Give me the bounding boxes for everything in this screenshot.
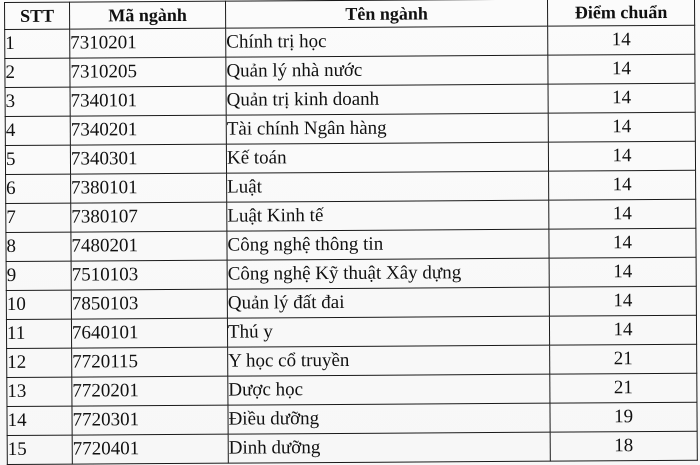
cell-stt: 5 [5, 145, 70, 174]
cell-major-code: 7510103 [71, 260, 227, 290]
cell-stt: 13 [7, 377, 72, 406]
cell-stt: 3 [5, 87, 70, 116]
cell-major-name: Y học cổ truyền [228, 345, 550, 376]
cell-cutoff-score: 14 [548, 112, 695, 142]
table-row [7, 402, 697, 435]
table-row [6, 257, 696, 290]
cell-cutoff-score: 14 [549, 199, 696, 229]
cell-major-code: 7380107 [71, 202, 227, 232]
header-major-code: Mã ngành [70, 1, 226, 29]
table-row [6, 228, 696, 261]
cell-stt: 8 [6, 232, 71, 261]
cell-major-code: 7310205 [70, 57, 226, 87]
table-row [7, 431, 697, 464]
cell-cutoff-score: 18 [550, 431, 697, 461]
table-body [5, 25, 698, 464]
cell-stt: 2 [5, 58, 70, 87]
cell-stt: 9 [6, 261, 71, 290]
cell-major-name: Kế toán [226, 142, 548, 173]
cell-cutoff-score: 14 [549, 315, 696, 345]
table-row [7, 373, 697, 406]
cell-major-name: Điều dưỡng [228, 403, 550, 434]
table-row [7, 344, 697, 377]
cell-major-name: Dược học [228, 374, 550, 405]
cell-major-code: 7380101 [71, 173, 227, 203]
cell-major-code: 7310201 [70, 28, 226, 58]
cell-cutoff-score: 14 [549, 170, 696, 200]
cell-major-name: Quản lý đất đai [227, 287, 549, 318]
cell-major-name: Công nghệ thông tin [227, 229, 549, 260]
header-row [5, 0, 695, 29]
cell-stt: 10 [6, 290, 71, 319]
cell-stt: 1 [5, 29, 70, 58]
cell-major-name: Công nghệ Kỹ thuật Xây dựng [227, 258, 549, 289]
cell-stt: 12 [7, 348, 72, 377]
table-row [5, 83, 695, 116]
cell-major-code: 7720201 [72, 376, 228, 406]
cell-stt: 14 [7, 406, 72, 435]
cell-major-code: 7340301 [70, 144, 226, 174]
cell-cutoff-score: 14 [548, 54, 695, 84]
cell-cutoff-score: 21 [550, 344, 697, 374]
cell-major-code: 7340201 [70, 115, 226, 145]
cell-cutoff-score: 14 [549, 286, 696, 316]
cell-stt: 11 [6, 319, 71, 348]
cell-major-name: Tài chính Ngân hàng [226, 113, 548, 144]
cell-stt: 7 [6, 203, 71, 232]
cell-cutoff-score: 21 [550, 373, 697, 403]
cell-cutoff-score: 14 [549, 257, 696, 287]
table-row [5, 141, 695, 174]
cell-major-name: Chính trị học [226, 26, 548, 57]
cell-stt: 4 [5, 116, 70, 145]
table-row [6, 286, 696, 319]
cell-cutoff-score: 14 [548, 83, 695, 113]
cell-cutoff-score: 14 [548, 141, 695, 171]
table-row [6, 170, 696, 203]
cell-major-name: Luật [227, 171, 549, 202]
table-header [5, 0, 695, 29]
table-row [6, 315, 696, 348]
cell-major-name: Thú y [227, 316, 549, 347]
cell-major-code: 7480201 [71, 231, 227, 261]
header-stt: STT [5, 2, 70, 29]
cell-major-name: Quản trị kinh doanh [226, 84, 548, 115]
cell-stt: 15 [7, 435, 72, 464]
cell-cutoff-score: 19 [550, 402, 697, 432]
cell-major-code: 7720301 [72, 405, 228, 435]
cell-stt: 6 [6, 174, 71, 203]
cell-major-name: Dinh dưỡng [228, 432, 550, 463]
table-row [6, 199, 696, 232]
admission-score-table [4, 0, 698, 465]
table-row [5, 25, 695, 58]
cell-cutoff-score: 14 [548, 25, 695, 55]
cell-major-code: 7850103 [71, 289, 227, 319]
cell-major-name: Luật Kinh tế [227, 200, 549, 231]
cell-major-code: 7640101 [71, 318, 227, 348]
cell-major-code: 7720115 [72, 347, 228, 377]
cell-cutoff-score: 14 [549, 228, 696, 258]
table-row [5, 54, 695, 87]
cell-major-name: Quản lý nhà nước [226, 55, 548, 86]
header-cutoff-score: Điểm chuẩn [547, 0, 694, 26]
table-row [5, 112, 695, 145]
cell-major-code: 7720401 [72, 434, 228, 464]
header-major-name: Tên ngành [225, 0, 547, 28]
cell-major-code: 7340101 [70, 86, 226, 116]
